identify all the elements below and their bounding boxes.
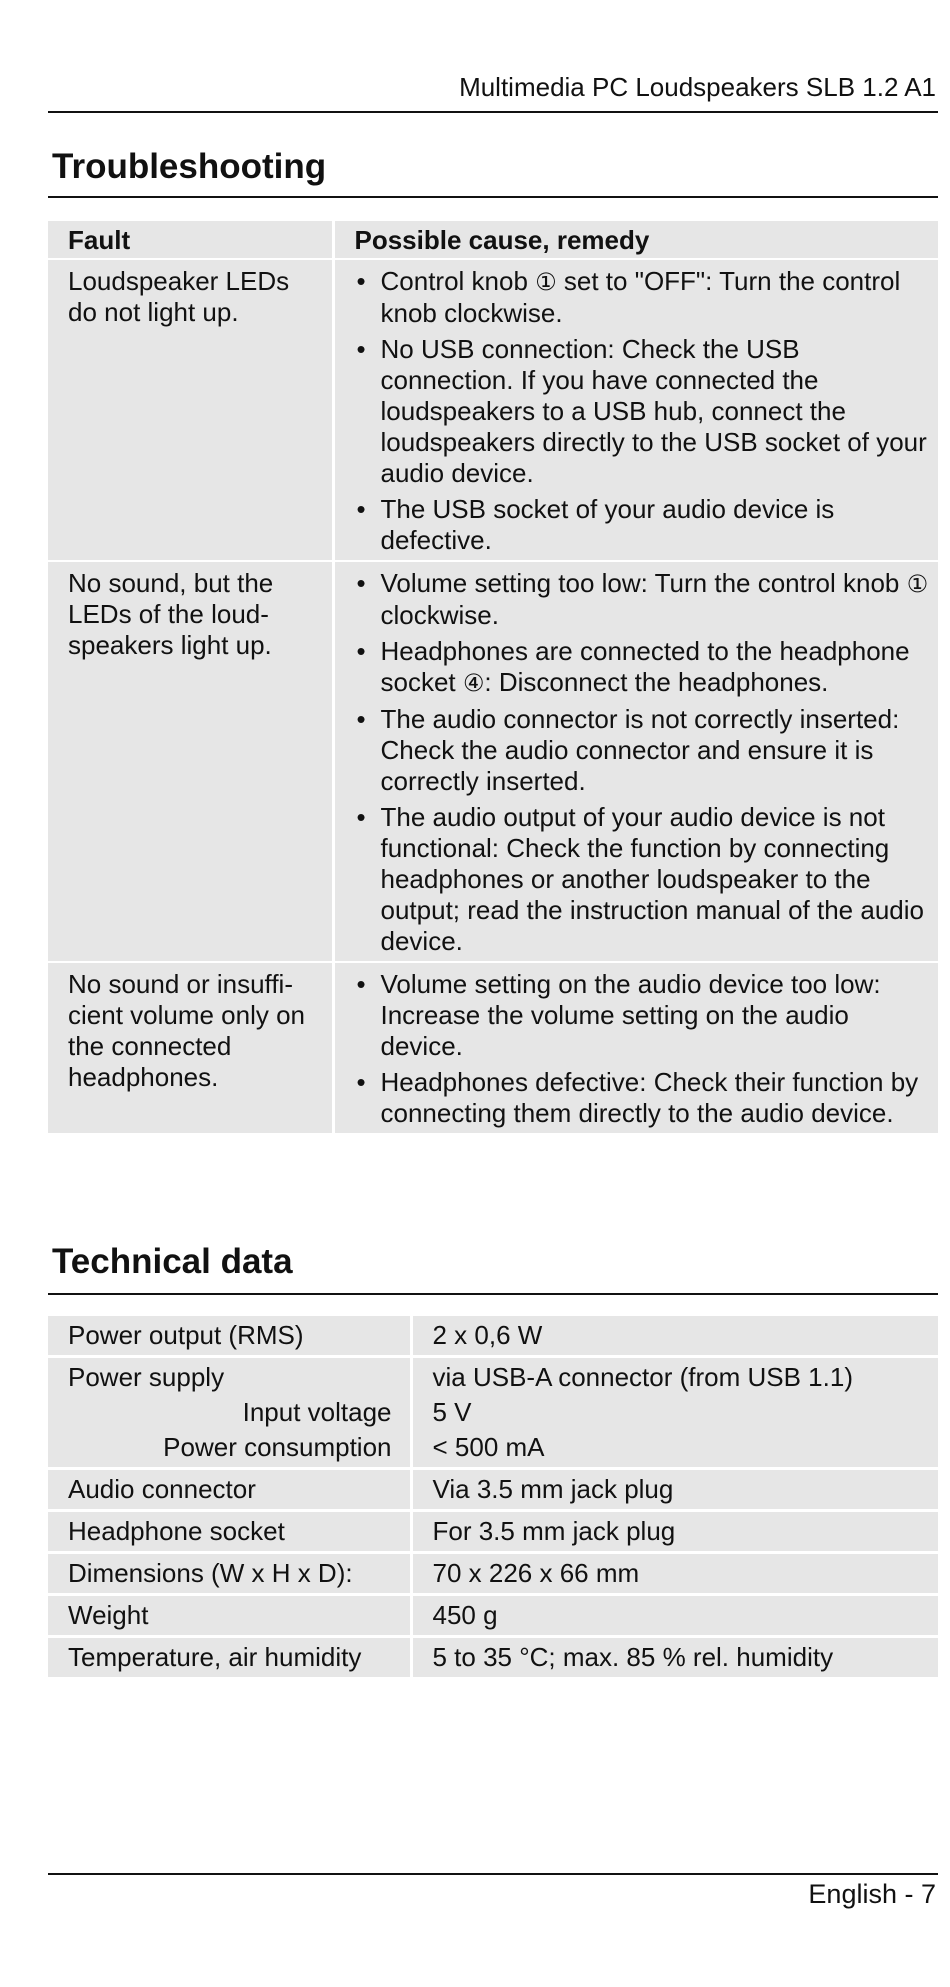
spec-row	[48, 1357, 938, 1469]
spec-label-cell	[48, 1357, 411, 1469]
column-header-fault: Fault	[48, 221, 333, 259]
remedy-text: Control knob	[380, 266, 536, 296]
table-row	[48, 962, 938, 1134]
remedy-list	[355, 969, 931, 1129]
control-knob-symbol: ①	[906, 571, 929, 598]
spec-row	[48, 1511, 938, 1553]
spec-sublabel: Power consumption	[163, 1432, 392, 1462]
spec-row	[48, 1637, 938, 1679]
spec-label-cell	[48, 1511, 411, 1553]
spec-value: 70 x 226 x 66 mm	[432, 1558, 640, 1588]
remedy-item	[355, 334, 931, 489]
spec-label: Audio connector	[68, 1474, 256, 1504]
remedy-text: No USB connection: Check the USB connection. If you have connected the loudspeakers to a USB hub, connect the loudspeakers directly to the USB socket of your audio device.	[380, 334, 927, 488]
spec-label-cell	[48, 1316, 411, 1357]
remedy-text: Volume setting on the audio device too low: Increase the volume setting on the audio device.	[380, 969, 881, 1061]
spec-value: via USB-A connector (from USB 1.1)	[432, 1362, 853, 1392]
troubleshooting-heading: Troubleshooting	[52, 147, 327, 186]
remedy-item	[355, 1067, 931, 1129]
spec-label-cell	[48, 1469, 411, 1511]
technical-data-table	[48, 1316, 938, 1680]
spec-value-cell	[411, 1357, 938, 1469]
remedy-item	[355, 969, 931, 1062]
remedy-text: The audio connector is not correctly inserted: Check the audio connector and ensure it is correctly inserted.	[380, 704, 900, 796]
fault-cell: Loudspeaker LEDs do not light up.	[48, 259, 333, 561]
remedy-text: Headphones defective: Check their function by connecting them directly to the audio device.	[380, 1067, 919, 1128]
table-row	[48, 561, 938, 962]
remedy-text: Volume setting too low: Turn the control knob	[380, 568, 907, 598]
remedy-list	[355, 568, 931, 957]
spec-value: 450 g	[432, 1600, 498, 1630]
running-header: Multimedia PC Loudspeakers SLB 1.2 A1	[459, 72, 936, 102]
troubleshooting-table	[48, 221, 938, 1135]
spec-value-cell	[411, 1469, 938, 1511]
remedy-item	[355, 494, 931, 556]
fault-cell: No sound, but the LEDs of the loud-speakers light up.	[48, 561, 333, 962]
spec-subvalue: < 500 mA	[432, 1432, 545, 1462]
remedy-list	[355, 266, 931, 556]
spec-row	[48, 1316, 938, 1357]
spec-label: Temperature, air humidity	[68, 1642, 362, 1672]
technical-data-heading: Technical data	[52, 1242, 293, 1281]
remedy-item	[355, 568, 931, 631]
spec-value-cell	[411, 1316, 938, 1357]
spec-value: Via 3.5 mm jack plug	[432, 1474, 674, 1504]
spec-value-cell	[411, 1595, 938, 1637]
remedy-text: Headphones are connected to the headphone socket	[380, 636, 910, 697]
remedy-cell	[333, 561, 938, 962]
spec-label: Power output (RMS)	[68, 1320, 304, 1350]
spec-row	[48, 1469, 938, 1511]
spec-value: For 3.5 mm jack plug	[432, 1516, 676, 1546]
table-row	[48, 259, 938, 561]
spec-label-cell	[48, 1637, 411, 1679]
spec-label: Dimensions (W x H x D):	[68, 1558, 353, 1588]
remedy-item	[355, 266, 931, 329]
spec-label: Headphone socket	[68, 1516, 285, 1546]
remedy-text: The audio output of your audio device is not functional: Check the function by connecting headphones or another loudspeaker to the output; read the instruction manual of the audio device.	[380, 802, 924, 956]
remedy-text: : Disconnect the headphones.	[484, 667, 829, 697]
technical-data-rule	[48, 1293, 938, 1295]
spec-sublabel: Input voltage	[242, 1397, 392, 1427]
spec-value: 2 x 0,6 W	[432, 1320, 543, 1350]
fault-cell: No sound or insuffi-cient volume only on the connected headphones.	[48, 962, 333, 1134]
spec-value-cell	[411, 1511, 938, 1553]
remedy-text: set to "OFF": Turn the control knob clockwise.	[380, 266, 901, 328]
remedy-item	[355, 704, 931, 797]
footer-rule	[48, 1873, 938, 1875]
control-knob-symbol: ①	[535, 269, 557, 296]
spec-subvalue: 5 V	[432, 1397, 472, 1427]
table-header-row	[48, 221, 938, 259]
header-rule	[48, 111, 938, 113]
spec-label-cell	[48, 1553, 411, 1595]
remedy-item	[355, 802, 931, 957]
remedy-cell	[333, 259, 938, 561]
remedy-item	[355, 636, 931, 699]
spec-value-cell	[411, 1637, 938, 1679]
spec-value-cell	[411, 1553, 938, 1595]
column-header-remedy: Possible cause, remedy	[333, 221, 938, 259]
spec-row	[48, 1595, 938, 1637]
spec-label-cell	[48, 1595, 411, 1637]
troubleshooting-rule	[48, 196, 938, 198]
spec-label: Power supply	[68, 1362, 225, 1392]
remedy-text: clockwise.	[380, 600, 499, 630]
spec-row	[48, 1553, 938, 1595]
headphone-socket-symbol: ④	[462, 670, 485, 697]
spec-label: Weight	[68, 1600, 149, 1630]
remedy-cell	[333, 962, 938, 1134]
remedy-text: The USB socket of your audio device is defective.	[380, 494, 835, 555]
spec-value: 5 to 35 °C; max. 85 % rel. humidity	[432, 1642, 834, 1672]
page-footer: English - 7	[808, 1879, 936, 1909]
